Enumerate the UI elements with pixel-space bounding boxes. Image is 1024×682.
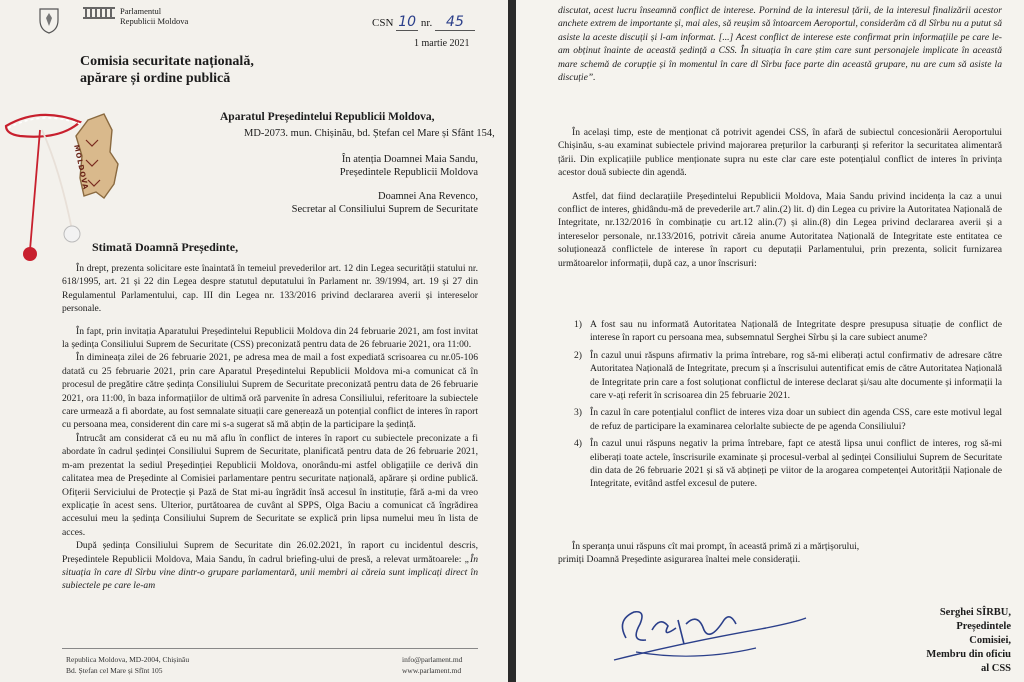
paragraph: După ședința Consiliului Suprem de Securitate din 26.02.2021, în raport cu incidentul descris, Președintele Republicii Moldova, Maia Sandu, în cadrul briefing-ului de presă, a relevat următoarele: „În situația în care dl Sîrbu vine dintr-o grupare parlamentară, unii membri ai căreia sunt implicați direct în subiectele pe care le-am [62, 540, 478, 592]
closing: În speranța unui răspuns cît mai prompt, în această primă zi a mărțișorului, primiți Doamnă Președinte asigurarea înaltei mele considerații. [558, 541, 860, 566]
recipient-address: MD-2073. mun. Chișinău, bd. Ștefan cel Mare și Sfânt 154, [244, 128, 495, 139]
body-right [558, 126, 1002, 270]
nr-value: 45 [435, 14, 475, 31]
footer-address: Republica Moldova, MD-2004, Chișinău Bd. Ștefan cel Mare și Sfînt 105 [66, 655, 190, 675]
registration-number: CSN 10 nr. 45 [372, 14, 475, 31]
martisor-label: MOLDOVA [72, 144, 90, 191]
letter-date: 1 martie 2021 [414, 38, 470, 49]
salutation: Stimată Doamnă Președinte, [92, 240, 239, 254]
quote-continuation: discutat, acest lucru înseamnă conflict de interese. Pornind de la interesul țării, de la interesul finalizării acestor anchete extrem de importante și, mai ales, să reușim să întoarcem Aeroportul, considerăm că dl Sîrbu nu a putut să asiste la aceste discuții și l-am informat. [...] Acest conflict de interese este confirmat prin informațiile pe care le-am obținut înainte de această ședință a CSS. În situația în care știm care sunt personajele implicate în această mare schemă de corupție și în momentul în care dl Sîrbu face parte din această grupare, nu are cum să asiste la discuție”. [558, 5, 1002, 84]
request-item: 2) În cazul unui răspuns afirmativ la prima întrebare, rog să-mi eliberați actul confirmativ de adresare către Autoritatea Națională de Integritate, precum și a înscrisului autentificat emis de către Autoritatea Națională de Integritate prin care a fost soluționat conflictul de interese declarat și/sau alte documente și informații la care v-ați referit în scrisoarea din 25 februarie 2021. [574, 349, 1002, 402]
request-item: 1) A fost sau nu informată Autoritatea Națională de Integritate despre presupusa situație de conflict de interese în raport cu persoana mea, subsemnatul Serghei Sîrbu și la care subiect anume? [574, 319, 1002, 344]
request-item: 3) În cazul în care potențialul conflict de interes viza doar un subiect din agenda CSS, care este motivul legal de refuz de participare la examinarea celorlalte subiecte de pe agenda Consiliului? [574, 407, 1002, 432]
paragraph: Întrucât am considerat că eu nu mă aflu în conflict de interes în raport cu subiectele preconizate a fi abordate în cadrul ședinței Consiliului Suprem de Securitate, planificată pentru data de 26 februarie 2021, m-am prezentat la sediul Președinției Republicii Moldova, onorându-mi astfel obligațiile ce derivă din calitatea mea de Președinte al Comisiei parlamentare pentru securitate națională, apărare și ordine publică. Ofițerii Serviciului de Protecție și Pază de Stat mi-au îngrădit însă accesul în instituție, fără a-mi da vreo explicație în acest sens. Ulterior, purtătoarea de cuvânt al SPPS, Olga Baciu a comunicat că îngrădirea accesului meu la ședința Consiliului Suprem de Securitate se explică prin lipsa numelui meu în lista de acces. [62, 432, 478, 538]
body-left [62, 262, 478, 593]
recipient-attention: În atenția Doamnei Maia Sandu, Președintele Republicii Moldova [339, 154, 478, 178]
paragraph: În același timp, este de menționat că potrivit agendei CSS, în afară de subiectul concesionării Aeroportului Chișinău, s-au examinat subiectele privind majorarea prețurilor la carburanți și referitor la securitatea alimentară țării. Din explicațiile publice menționate supra nu este clar care este potențialul conflict de interes în privința acestor două subiecte din agendă. [558, 127, 1002, 179]
paragraph: În fapt, prin invitația Aparatului Președintelui Republicii Moldova din 24 februarie 2021, am fost invitat la ședința Consiliului Suprem de Securitate (CSS) preconizată pentru data de 26 februarie 2021, ora 11:00. [62, 325, 478, 351]
csn-number: 10 [396, 14, 418, 31]
paragraph: Astfel, dat fiind declarațiile Președintelui Republicii Moldova, Maia Sandu privind incidența la caz a unui conflict de interes, ghidându-mă de prevederile art.7 alin.(2) lit. d) din Legea cu privire la Autoritatea Națională de Integritate, nr.132/2016 în combinație cu art.12 alin.(7) și alin.(8) din Legea privind declararea averii și a intereselor personale, nr.133/2016, potrivit căreia anume Autoritatea Națională de Integritate este entitatea ce soluționează conflictele de interese în raport cu deputații Parlamentului, prin prezenta, solicit furnizarea următoarelor informații, după caz, a unor înscrisuri: [558, 190, 1002, 269]
recipient-secretary: Doamnei Ana Revenco, Secretar al Consiliului Suprem de Securitate [291, 191, 478, 215]
recipient-title: Aparatul Președintelui Republicii Moldova, [220, 111, 435, 123]
paragraph: În dimineața zilei de 26 februarie 2021, pe adresa mea de mail a fost expediată scrisoarea cu nr.05-106 datată cu 25 februarie 2021, prin care Aparatul Președintelui Republicii Moldova mi-a comunicat că în procesul de pregătire către ședința Consiliului Suprem de Securitate preconizată pentru data de 26 februarie 2021, ora 11:00, în baza informațiilor de ultimă oră parvenite în adresa Consiliului, referitoare la subiectele care urmează a fi abordate, au fost semnalate situații care generează un potențial conflict de interes în raport cu persoana mea, considerent din care mi s-a sugerat să mă abțin de la participare la ședință. [62, 352, 478, 431]
request-item: 4) În cazul unui răspuns negativ la prima întrebare, fapt ce atestă lipsa unui conflict de interes, rog să-mi eliberați toate actele, înscrisurile examinate și procesul-verbal al ședinței Consiliului Suprem de Securitate din data de 26 februarie 2021 și să vă abțineți pe viitor de la arogarea competenței Autorității Naționale de Integritate, evitând astfel excesul de putere. [574, 438, 1002, 490]
parliament-logo-icon [82, 6, 116, 20]
paragraph: În drept, prezenta solicitare este înaintată în temeiul prevederilor art. 12 din Legea securității statului nr. 618/1995, art. 21 și 22 din Legea despre statutul deputatului în Parlament nr. 39/1994, art. 19 și 27 din Regulamentul Parlamentului, cap. III din Legea nr. 133/2016 privind declararea averii și intereselor personale. [62, 263, 478, 315]
footer-contact: info@parlament.md www.parlament.md [402, 655, 463, 675]
letter-page-2 [516, 0, 1024, 682]
committee-name: Comisia securitate națională, apărare și ordine publică [80, 54, 254, 86]
moldova-coat-of-arms-icon [38, 6, 60, 34]
letter-page-1 [0, 0, 508, 682]
footer-divider [62, 648, 478, 649]
parliament-name: Parlamentul Republicii Moldova [120, 6, 189, 26]
signatory: Serghei SÎRBU, Președintele Comisiei, Membru din oficiu al CSS [926, 607, 1011, 674]
request-list [574, 318, 1002, 495]
handwritten-signature [606, 590, 816, 670]
